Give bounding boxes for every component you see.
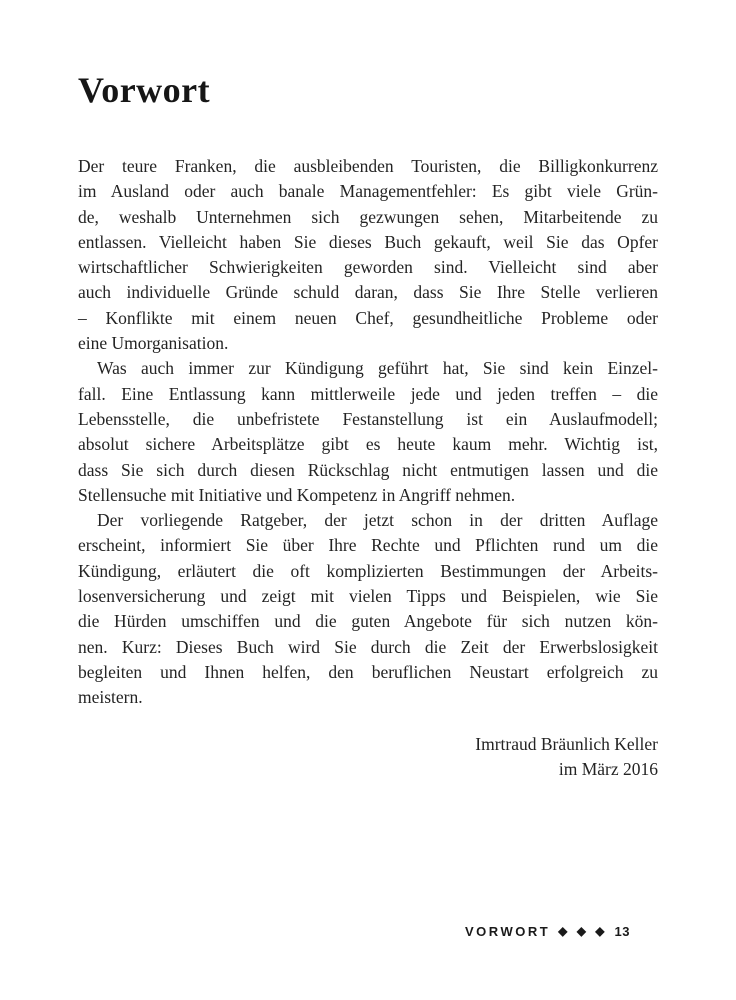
text-line: dass Sie sich durch diesen Rückschlag nicht entmutigen lassen und die [78,459,658,480]
foreword-text [78,154,658,711]
paragraph-2 [78,356,658,508]
signature-date: im März 2016 [558,759,658,780]
paragraph-3 [78,508,658,710]
text-line: fall. Eine Entlassung kann mittlerweile jede und jeden treffen – die [78,383,658,404]
text-line: Was auch immer zur Kündigung geführt hat, Sie sind kein Einzel- [97,358,658,379]
page-footer [465,924,630,939]
text-line: Der vorliegende Ratgeber, der jetzt schon in der dritten Auflage [97,510,658,531]
text-line: Stellensuche mit Initiative und Kompetenz in Angriff nehmen. [78,484,516,505]
paragraph-1 [78,154,658,356]
text-line: losenversicherung und zeigt mit vielen Tipps und Beispielen, wie Sie [78,586,658,607]
text-line: im Ausland oder auch banale Managementfehler: Es gibt viele Grün- [78,181,658,202]
text-line: Kündigung, erläutert die oft komplizierten Bestimmungen der Arbeits- [78,560,658,581]
page-number: 13 [614,924,630,939]
text-line: nen. Kurz: Dieses Buch wird Sie durch die Zeit der Erwerbslosigkeit [78,636,658,657]
text-line: auch individuelle Gründe schuld daran, dass Sie Ihre Stelle verlieren [78,282,658,303]
diamond-icons: ◆ ◆ ◆ [558,923,608,938]
footer-section-label: VORWORT [465,924,551,939]
text-line: eine Umorganisation. [78,333,229,354]
text-line: wirtschaftlicher Schwierigkeiten geworden sind. Vielleicht sind aber [78,257,658,278]
text-line: Der teure Franken, die ausbleibenden Touristen, die Billigkonkurrenz [78,156,658,176]
text-line: begleiten und Ihnen helfen, den beruflichen Neustart erfolgreich zu [78,661,658,682]
text-line: de, weshalb Unternehmen sich gezwungen sehen, Mitarbeitende zu [78,206,658,227]
signature-author: Imrtraud Bräunlich Keller [475,733,658,754]
text-line: entlassen. Vielleicht haben Sie dieses Buch gekauft, weil Sie das Opfer [78,231,658,252]
text-line: die Hürden umschiffen und die guten Angebote für sich nutzen kön- [78,611,658,632]
text-line: meistern. [78,687,143,708]
text-line: absolut sichere Arbeitsplätze gibt es heute kaum mehr. Wichtig ist, [78,434,658,455]
page-title: Vorwort [78,70,211,110]
page-content [78,72,658,783]
text-line: Lebensstelle, die unbefristete Festanstellung ist ein Auslaufmodell; [78,408,658,429]
signature-block [78,732,658,783]
text-line: erscheint, informiert Sie über Ihre Rechte und Pflichten rund um die [78,535,658,556]
text-line: – Konflikte mit einem neuen Chef, gesundheitliche Probleme oder [78,307,658,328]
